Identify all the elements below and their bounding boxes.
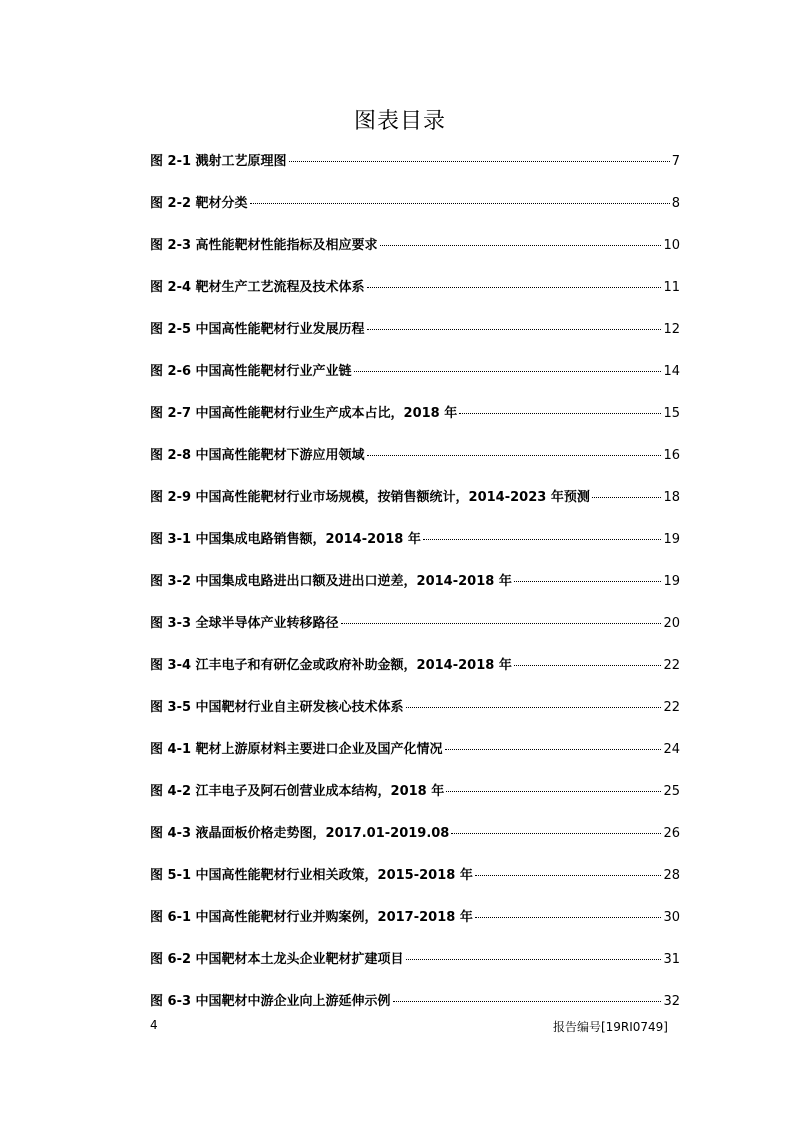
dot-leader <box>514 581 662 582</box>
toc-entry-label: 图 2-5 中国高性能靶材行业发展历程 <box>150 322 365 337</box>
toc-entry[interactable] <box>150 906 680 948</box>
dot-leader <box>459 413 661 414</box>
dot-leader <box>423 539 662 540</box>
toc-entry-page-number: 10 <box>663 238 680 253</box>
toc-entry-label: 图 3-3 全球半导体产业转移路径 <box>150 616 339 631</box>
toc-entry[interactable] <box>150 360 680 402</box>
toc-entry-label: 图 4-1 靶材上游原材料主要进口企业及国产化情况 <box>150 742 443 757</box>
toc-entry[interactable] <box>150 780 680 822</box>
toc-entry-label: 图 3-1 中国集成电路销售额，2014-2018 年 <box>150 532 421 547</box>
toc-entry-page-number: 22 <box>663 658 680 673</box>
toc-entry-page-number: 7 <box>671 154 680 169</box>
toc-entry-label: 图 2-2 靶材分类 <box>150 196 248 211</box>
toc-entry-page-number: 12 <box>663 322 680 337</box>
toc-entry-page-number: 15 <box>663 406 680 421</box>
toc-entry-label: 图 2-7 中国高性能靶材行业生产成本占比，2018 年 <box>150 406 458 421</box>
toc-entry[interactable] <box>150 486 680 528</box>
figure-index-list <box>150 150 680 1032</box>
toc-entry-page-number: 25 <box>663 784 680 799</box>
dot-leader <box>406 707 662 708</box>
dot-leader <box>289 161 670 162</box>
toc-entry[interactable] <box>150 276 680 318</box>
dot-leader <box>354 371 662 372</box>
toc-entry[interactable] <box>150 948 680 990</box>
toc-entry-label: 图 2-4 靶材生产工艺流程及技术体系 <box>150 280 365 295</box>
toc-entry-page-number: 30 <box>663 910 680 925</box>
dot-leader <box>514 665 662 666</box>
toc-entry-label: 图 5-1 中国高性能靶材行业相关政策，2015-2018 年 <box>150 868 473 883</box>
dot-leader <box>367 455 662 456</box>
toc-entry[interactable] <box>150 402 680 444</box>
toc-entry[interactable] <box>150 822 680 864</box>
toc-entry[interactable] <box>150 444 680 486</box>
dot-leader <box>406 959 662 960</box>
dot-leader <box>446 791 661 792</box>
toc-entry-label: 图 4-2 江丰电子及阿石创营业成本结构，2018 年 <box>150 784 445 799</box>
page-title: 图表目录 <box>353 109 446 134</box>
toc-entry-page-number: 24 <box>663 742 680 757</box>
toc-entry-page-number: 28 <box>663 868 680 883</box>
toc-entry[interactable] <box>150 528 680 570</box>
toc-entry-page-number: 8 <box>671 196 680 211</box>
dot-leader <box>475 875 662 876</box>
toc-entry-label: 图 3-5 中国靶材行业自主研发核心技术体系 <box>150 700 404 715</box>
dot-leader <box>393 1001 662 1002</box>
toc-entry[interactable] <box>150 570 680 612</box>
toc-entry-label: 图 6-3 中国靶材中游企业向上游延伸示例 <box>150 994 391 1009</box>
dot-leader <box>367 329 662 330</box>
toc-entry-page-number: 19 <box>663 574 680 589</box>
toc-entry[interactable] <box>150 192 680 234</box>
footer-report-id: 报告编号[19RI0749] <box>552 1020 668 1034</box>
toc-entry[interactable] <box>150 864 680 906</box>
toc-entry-label: 图 2-9 中国高性能靶材行业市场规模，按销售额统计，2014-2023 年预测 <box>150 490 590 505</box>
dot-leader <box>250 203 670 204</box>
toc-entry-label: 图 2-1 溅射工艺原理图 <box>150 154 287 169</box>
dot-leader <box>475 917 662 918</box>
toc-entry-page-number: 22 <box>663 700 680 715</box>
toc-entry-label: 图 6-2 中国靶材本土龙头企业靶材扩建项目 <box>150 952 404 967</box>
dot-leader <box>367 287 662 288</box>
toc-entry-page-number: 18 <box>663 490 680 505</box>
toc-entry-page-number: 14 <box>663 364 680 379</box>
toc-entry-label: 图 2-8 中国高性能靶材下游应用领域 <box>150 448 365 463</box>
toc-entry[interactable] <box>150 234 680 276</box>
toc-entry-page-number: 11 <box>663 280 680 295</box>
toc-entry[interactable] <box>150 654 680 696</box>
toc-entry[interactable] <box>150 150 680 192</box>
toc-entry[interactable] <box>150 696 680 738</box>
toc-entry-label: 图 2-3 高性能靶材性能指标及相应要求 <box>150 238 378 253</box>
toc-entry-label: 图 4-3 液晶面板价格走势图，2017.01-2019.08 <box>150 826 450 841</box>
toc-entry-label: 图 3-2 中国集成电路进出口额及进出口逆差，2014-2018 年 <box>150 574 512 589</box>
toc-entry-page-number: 16 <box>663 448 680 463</box>
toc-entry-page-number: 26 <box>663 826 680 841</box>
dot-leader <box>380 245 662 246</box>
toc-entry[interactable] <box>150 612 680 654</box>
toc-entry-label: 图 3-4 江丰电子和有研亿金或政府补助金额，2014-2018 年 <box>150 658 512 673</box>
dot-leader <box>341 623 662 624</box>
dot-leader <box>592 497 662 498</box>
toc-entry-page-number: 19 <box>663 532 680 547</box>
toc-entry-page-number: 31 <box>663 952 680 967</box>
toc-entry[interactable] <box>150 738 680 780</box>
toc-entry-page-number: 20 <box>663 616 680 631</box>
toc-entry-label: 图 6-1 中国高性能靶材行业并购案例，2017-2018 年 <box>150 910 473 925</box>
toc-entry[interactable] <box>150 318 680 360</box>
footer-page-number: 4 <box>150 1018 158 1032</box>
toc-entry-page-number: 32 <box>663 994 680 1009</box>
dot-leader <box>451 833 661 834</box>
toc-entry-label: 图 2-6 中国高性能靶材行业产业链 <box>150 364 352 379</box>
dot-leader <box>445 749 662 750</box>
